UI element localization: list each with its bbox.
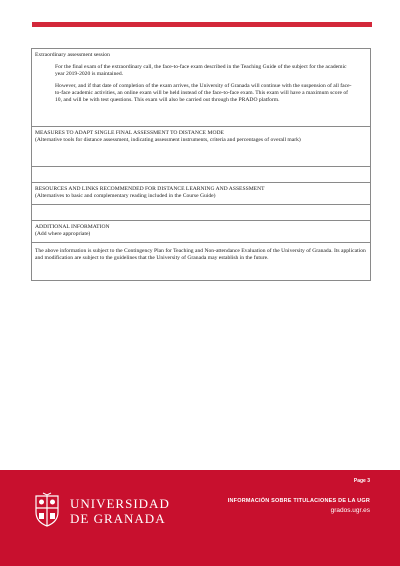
additional-info-heading: ADDITIONAL INFORMATION (35, 224, 110, 230)
resources-row (31, 183, 371, 205)
degree-site-link[interactable]: grados.ugr.es (330, 507, 370, 514)
resources-heading: RESOURCES AND LINKS RECOMMENDED FOR DISTANCE LEARNING AND ASSESSMENT (35, 186, 265, 192)
page-number: Page 3 (353, 478, 370, 484)
university-name-line-1: UNIVERSIDAD (70, 496, 170, 511)
measures-subheading: (Alternative tools for distance assessment, indicating assessment instruments, criteria and percentages of overall mark) (35, 137, 301, 144)
disclaimer-row (31, 243, 371, 281)
header-accent-bar (32, 22, 372, 27)
measures-content-row (31, 167, 371, 183)
additional-info-row (31, 221, 371, 243)
extraordinary-paragraph-2: However, and if that date of completion of the exam arrives, the University of Granada will continue with the suspension of all face-to-face academic activities, an online exam will be held instead of the face-to-face exam. This exam will have a maximum score of 10, and will be with test questions. This exam will also be carried out through the PRADO platform. (55, 82, 352, 104)
degree-info (228, 498, 370, 514)
resources-subheading: (Alternatives to basic and complementary reading included in the Course Guide) (35, 193, 216, 200)
degree-info-title: INFORMACIÓN SOBRE TITULACIONES DE LA UGR (227, 498, 370, 504)
extraordinary-session-heading: Extraordinary assessment session (35, 52, 110, 58)
measures-row (31, 127, 371, 167)
disclaimer-text: The above information is subject to the Contingency Plan for Teaching and Non-attendance Evaluation of the University of Granada. Its application and modification are subject to the guidelines that the University of Granada may establish in the future. (35, 248, 366, 262)
page-footer (0, 470, 400, 566)
university-name (70, 496, 170, 526)
university-name-line-2: DE GRANADA (70, 511, 166, 526)
assessment-table (31, 48, 371, 281)
ugr-crest-icon (32, 492, 62, 528)
additional-info-subheading: (Add where appropriate) (35, 231, 91, 238)
extraordinary-session-row (31, 49, 371, 127)
extraordinary-paragraph-1: For the final exam of the extraordinary call, the face-to-face exam described in the Teaching Guide of the subject for the academic year 2019-2020 is maintained. (55, 64, 347, 78)
extraordinary-session-body (35, 64, 367, 104)
resources-content-row (31, 205, 371, 221)
measures-heading: MEASURES TO ADAPT SINGLE FINAL ASSESSMENT TO DISTANCE MODE (35, 130, 224, 136)
